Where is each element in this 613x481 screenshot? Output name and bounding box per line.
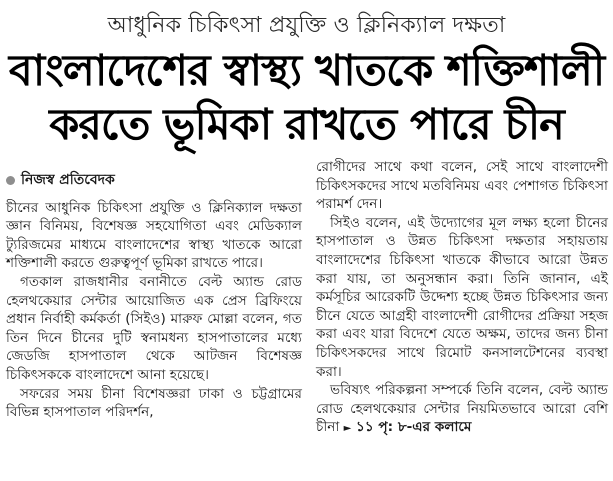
continuation-jump	[344, 419, 472, 435]
paragraph: সফরের সময় চীনা বিশেষজ্ঞরা ঢাকা ও চট্টগ্রামের বিভিন্ন হাসপাতাল পরিদর্শন,	[6, 385, 302, 421]
paragraph: সিইও বলেন, এই উদ্যোগের মূল লক্ষ্য হলো চীনের হাসপাতাল ও উন্নত চিকিৎসা দক্ষতার সহায়তায় বাংলাদেশের চিকিৎসা খাতকে কীভাবে আরো উন্নত করা যায়, তা অনুসন্ধান করা। তিনি জানান, এই কর্মসূচির আরেকটি উদ্দেশ্য হচ্ছে উন্নত চিকিৎসার জন্য চীনে যেতে আগ্রহী বাংলাদেশী রোগীদের প্রক্রিয়া সহজ করা এবং যারা বিদেশে যেতে অক্ষম, তাদের জন্য চীনা চিকিৎসকদের সাথে রিমোট কনসালটেশনের ব্যবস্থা করা।	[316, 214, 608, 380]
bullet-dot-icon	[6, 176, 15, 185]
paragraph-with-jump	[316, 381, 608, 439]
paragraph: চীনের আধুনিক চিকিৎসা প্রযুক্তি ও ক্লিনিক্যাল দক্ষতা জ্ঞান বিনিময়, বিশেষজ্ঞ সহযোগিতা এবং মেডিক্যাল ট্যুরিজমের মাধ্যমে বাংলাদেশের স্বাস্থ্য খাতকে আরো শক্তিশালী করতে গুরুত্বপূর্ণ ভূমিকা রাখতে পারে।	[6, 199, 302, 272]
byline-text: নিজস্ব প্রতিবেদক	[21, 172, 115, 188]
right-column	[316, 158, 608, 439]
jump-text: ১১ পৃ: ৮-এর কলামে	[356, 419, 472, 436]
byline	[6, 171, 302, 190]
paragraph: গতকাল রাজধানীর বনানীতে বেল্ট অ্যান্ড রোড হেলথকেয়ার সেন্টার আয়োজিত এক প্রেস ব্রিফিংয়ে প্রধান নির্বাহী কর্মকর্তা (সিইও) মারুফ মোল্লা বলেন, গত তিন দিনে চীনের দুটি স্বনামধন্য হাসপাতালের মধ্যে জেডজি হাসপাতাল থেকে আটজন বিশেষজ্ঞ চিকিৎসককে বাংলাদেশে আনা হয়েছে।	[6, 273, 302, 383]
headline-line-2: করতে ভূমিকা রাখতে পারে চীন	[49, 100, 564, 150]
headline-line-1: বাংলাদেশের স্বাস্থ্য খাতকে শক্তিশালী	[8, 46, 605, 96]
paragraph: রোগীদের সাথে কথা বলেন, সেই সাথে বাংলাদেশী চিকিৎসকদের সাথে মতবিনিময় এবং পেশাগত চিকিৎসা পরামর্শ দেন।	[316, 159, 608, 213]
paragraph-text: ভবিষ্যৎ পরিকল্পনা সম্পর্কে তিনি বলেন, বেল্ট অ্যান্ড রোড হেলথকেয়ার সেন্টার নিয়মিতভাবে আরো বেশি চীনা	[316, 382, 608, 436]
play-arrow-icon: ►	[343, 423, 352, 435]
left-column	[6, 171, 302, 422]
kicker: আধুনিক চিকিৎসা প্রযুক্তি ও ক্লিনিক্যাল দক্ষতা	[107, 13, 506, 38]
